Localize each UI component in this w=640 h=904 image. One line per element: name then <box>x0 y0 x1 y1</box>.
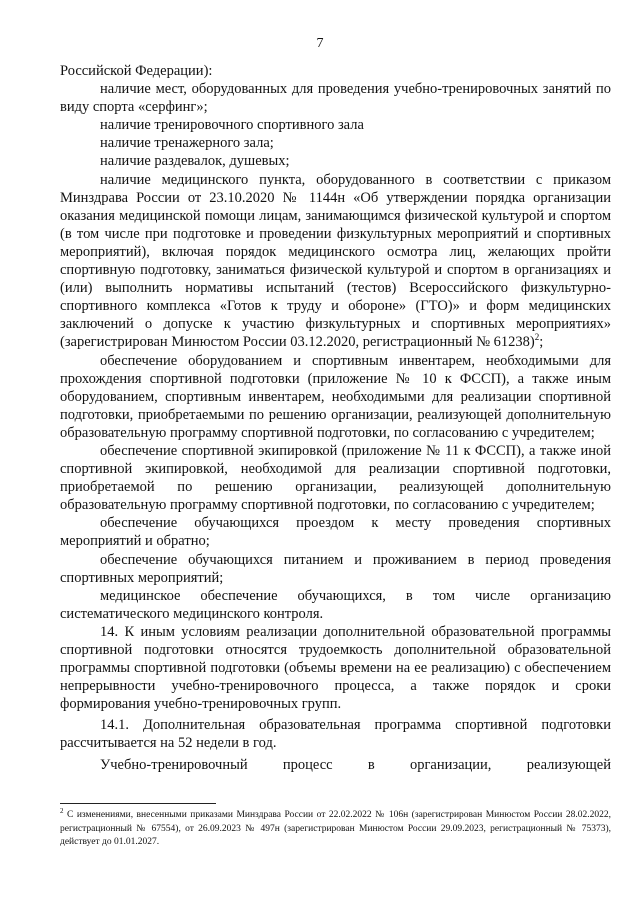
paragraph <box>60 442 611 514</box>
paragraph <box>60 551 611 587</box>
paragraph-text: наличие тренажерного зала; <box>100 135 274 152</box>
paragraph <box>60 352 611 442</box>
paragraph-suffix: ; <box>539 334 544 351</box>
paragraph <box>60 171 611 352</box>
document-body <box>60 62 611 774</box>
paragraph <box>60 134 611 152</box>
paragraph <box>60 623 611 713</box>
footnote <box>60 806 611 850</box>
page-number: 7 <box>316 36 324 51</box>
paragraph <box>60 716 611 752</box>
paragraph-text: 14.1. Дополнительная образовательная программа спортивной подготовки рассчитывается на 52 недели в год. <box>60 717 611 752</box>
footnote-divider <box>60 803 216 804</box>
paragraph-text: обеспечение обучающихся проездом к месту проведения спортивных мероприятий и обратно; <box>60 515 611 550</box>
paragraph-text: наличие медицинского пункта, оборудованного в соответствии с приказом Минздрава России от 23.10.2020 № 1144н «Об утверждении порядка организации оказания медицинской помощи лицам, занимающимся физической культурой и спортом (в том числе при подготовке и проведении физкультурных мероприятий и спортивных мероприятий), включая порядок медицинского осмотра лиц, желающих пройти спортивную подготовку, заниматься физической культурой и спортом в организациях и (или) выполнить нормативы испытаний (тестов) Всероссийского физкультурно-спортивного комплекса «Готов к труду и обороне» (ГТО)» и форм медицинских заключений о допуске к участию физкультурных и спортивных мероприятиях» (зарегистрирован Минюстом России 03.12.2020, регистрационный № 61238) <box>60 171 611 351</box>
paragraph-text: обеспечение спортивной экипировкой (приложение № 11 к ФССП), а также иной спортивной экипировкой, необходимой для реализации спортивной подготовки, приобретаемой по решению организации, реализующей дополнительную образовательную программу спортивной подготовки, по согласованию с учредителем; <box>60 442 611 514</box>
footnote-marker: 2 <box>60 806 64 815</box>
paragraph <box>60 587 611 623</box>
paragraph-text: обеспечение оборудованием и спортивным инвентарем, необходимыми для прохождения спортивной подготовки (приложение № 10 к ФССП), а также иным оборудованием, спортивным инвентарем, необходимыми для реализации спортивной подготовки, приобретаемыми по решению организации, реализующей дополнительную образовательную программу спортивной подготовки, по согласованию с учредителем; <box>60 352 611 441</box>
paragraph-text: наличие мест, оборудованных для проведения учебно-тренировочных занятий по виду спорта «серфинг»; <box>60 81 611 116</box>
paragraph <box>60 116 611 134</box>
paragraph-text: Российской Федерации): <box>60 63 213 79</box>
paragraph <box>60 514 611 550</box>
paragraph <box>60 62 611 80</box>
paragraph <box>60 756 611 774</box>
paragraph-text: наличие тренировочного спортивного зала <box>100 117 364 134</box>
paragraph-text: наличие раздевалок, душевых; <box>100 153 290 170</box>
paragraph-text: 14. К иным условиям реализации дополнительной образовательной программы спортивной подготовки относятся трудоемкость дополнительной образовательной программы спортивной подготовки (объемы времени на ее реализацию) с обеспечением непрерывности учебно-тренировочного процесса, а также порядок и сроки формирования учебно-тренировочных групп. <box>60 623 611 713</box>
paragraph-text: обеспечение обучающихся питанием и проживанием в период проведения спортивных мероприятий; <box>60 551 611 586</box>
footnote-text: С изменениями, внесенными приказами Минздрава России от 22.02.2022 № 106н (зарегистрирован Минюстом России 28.02.2022, регистрационный № 67554), от 26.09.2023 № 497н (зарегистрирован Минюстом России 29.09.2023, регистрационный № 75373), действует до 01.01.2027. <box>60 810 611 847</box>
footnote-reference: 2 <box>534 332 540 343</box>
paragraph <box>60 80 611 116</box>
paragraph <box>60 152 611 170</box>
paragraph-text: Учебно-тренировочный процесс в организации, реализующей <box>100 756 611 773</box>
paragraph-text: медицинское обеспечение обучающихся, в том числе организацию систематического медицинского контроля. <box>60 587 611 622</box>
